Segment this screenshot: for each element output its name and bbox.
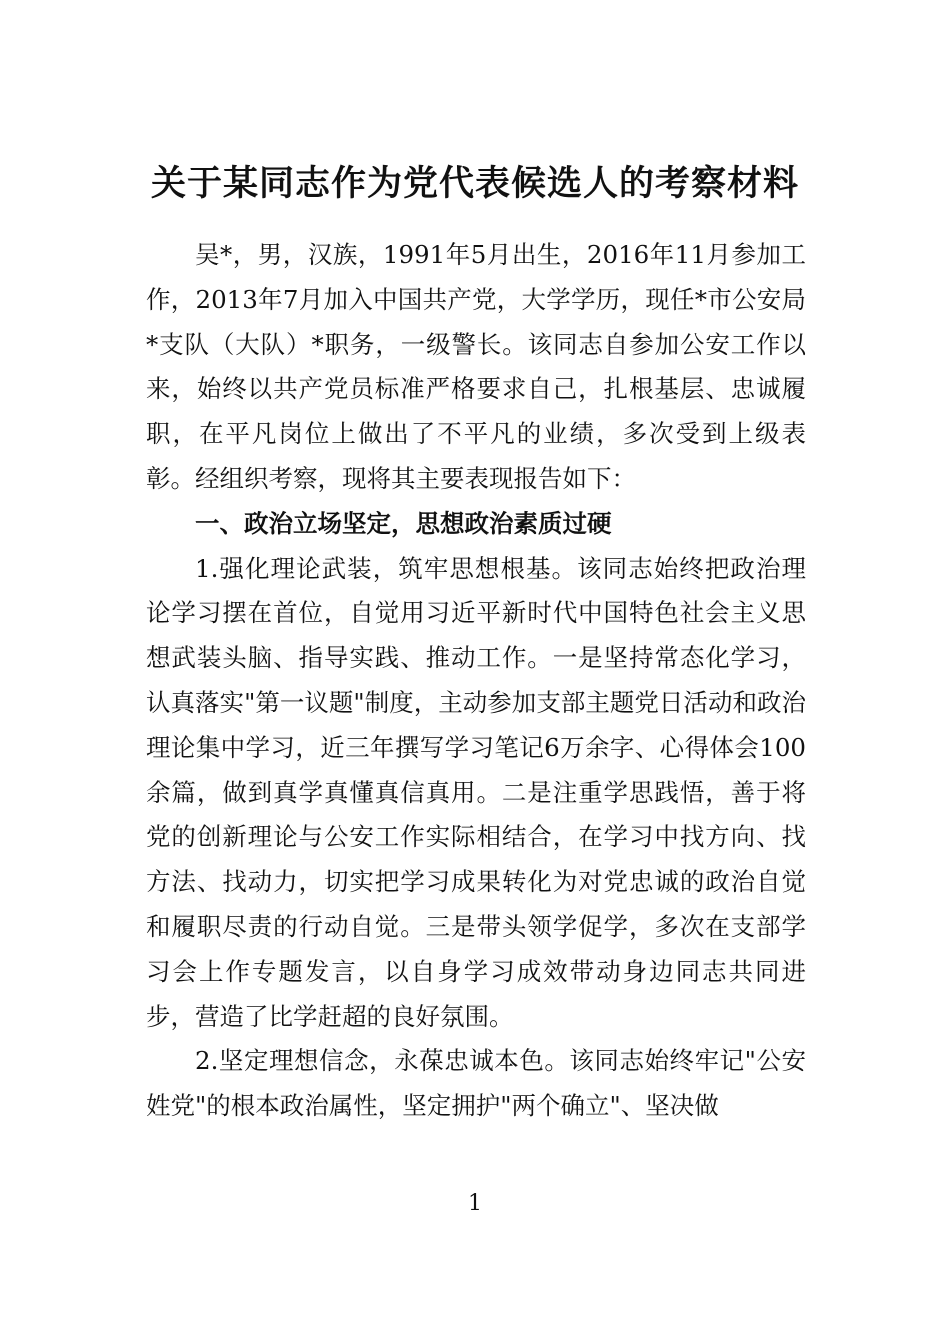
item-1-paragraph: 1.强化理论武装，筑牢思想根基。该同志始终把政治理论学习摆在首位，自觉用习近平新时代中国特色社会主义思想武装头脑、指导实践、推动工作。一是坚持常态化学习，认真落实"第一议题"制度，主动参加支部主题党日活动和政治理论集中学习，近三年撰写学习笔记6万余字、心得体会100余篇，做到真学真懂真信真用。二是注重学思践悟，善于将党的创新理论与公安工作实际相结合，在学习中找方向、找方法、找动力，切实把学习成果转化为对党忠诚的政治自觉和履职尽责的行动自觉。三是带头领学促学，多次在支部学习会上作专题发言，以自身学习成效带动身边同志共同进步，营造了比学赶超的良好氛围。: [146, 553, 806, 1031]
item-2-paragraph: 2.坚定理想信念，永葆忠诚本色。该同志始终牢记"公安姓党"的根本政治属性，坚定拥护"两个确立"、坚决做: [146, 1046, 806, 1121]
intro-paragraph: 吴*，男，汉族，1991年5月出生，2016年11月参加工作，2013年7月加入中国共产党，大学学历，现任*市公安局*支队（大队）*职务，一级警长。该同志自参加公安工作以来，始终以共产党员标准严格要求自己，扎根基层、忠诚履职，在平凡岗位上做出了不平凡的业绩，多次受到上级表彰。经组织考察，现将其主要表现报告如下：: [146, 240, 806, 493]
section-heading: 一、政治立场坚定，思想政治素质过硬: [195, 508, 612, 538]
document-body: [146, 233, 806, 1129]
page-number: 1: [468, 1191, 482, 1216]
document-title: 关于某同志作为党代表候选人的考察材料: [150, 163, 799, 204]
